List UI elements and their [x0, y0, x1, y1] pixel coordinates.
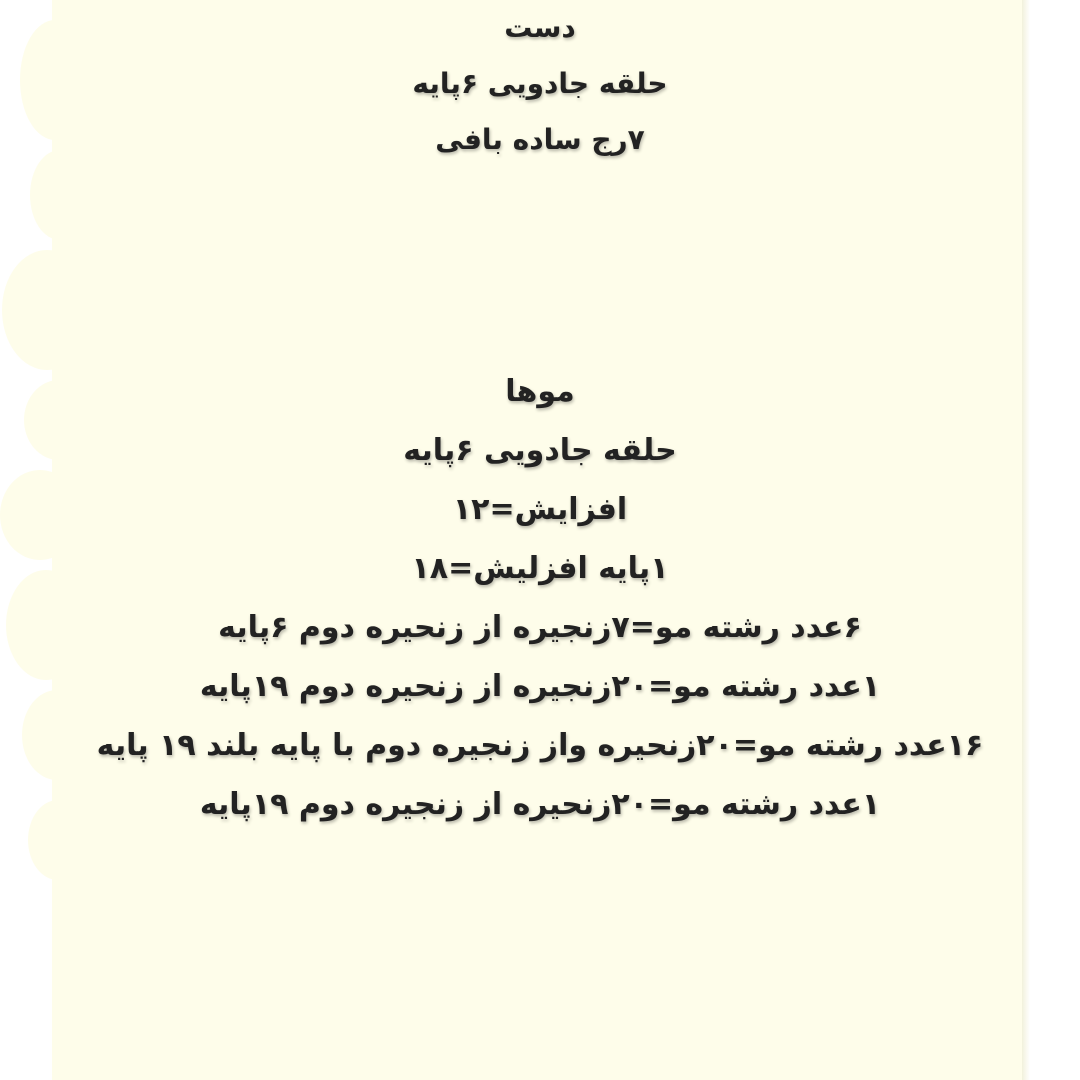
hair-section: [0, 362, 1080, 834]
hair-step-line: ۱عدد رشته مو=۲۰زنحیره از زنجیره دوم ۱۹پایه: [199, 787, 881, 822]
hair-step-line: ۱۶عدد رشته مو=۲۰زنحیره واز زنجیره دوم با پایه بلند ۱۹ پایه: [96, 728, 984, 763]
hand-section: [0, 0, 1080, 168]
hand-section-title: دست: [504, 11, 576, 44]
hair-step-line: افزایش=۱۲: [452, 492, 628, 527]
hair-step-line: ۱پایه افزلیش=۱۸: [411, 551, 669, 586]
hand-step-line: ۷رج ساده بافی: [435, 123, 645, 156]
hair-step-line: ۶عدد رشته مو=۷زنجیره از زنحیره دوم ۶پایه: [218, 610, 862, 645]
hair-section-title: موها: [505, 374, 575, 409]
hair-step-line: حلقه جادویی ۶پایه: [403, 433, 677, 468]
torn-edge: [2, 250, 92, 370]
hair-step-line: ۱عدد رشته مو=۲۰زنجیره از زنحیره دوم ۱۹پایه: [199, 669, 881, 704]
hand-step-line: حلقه جادویی ۶پایه: [412, 67, 668, 100]
